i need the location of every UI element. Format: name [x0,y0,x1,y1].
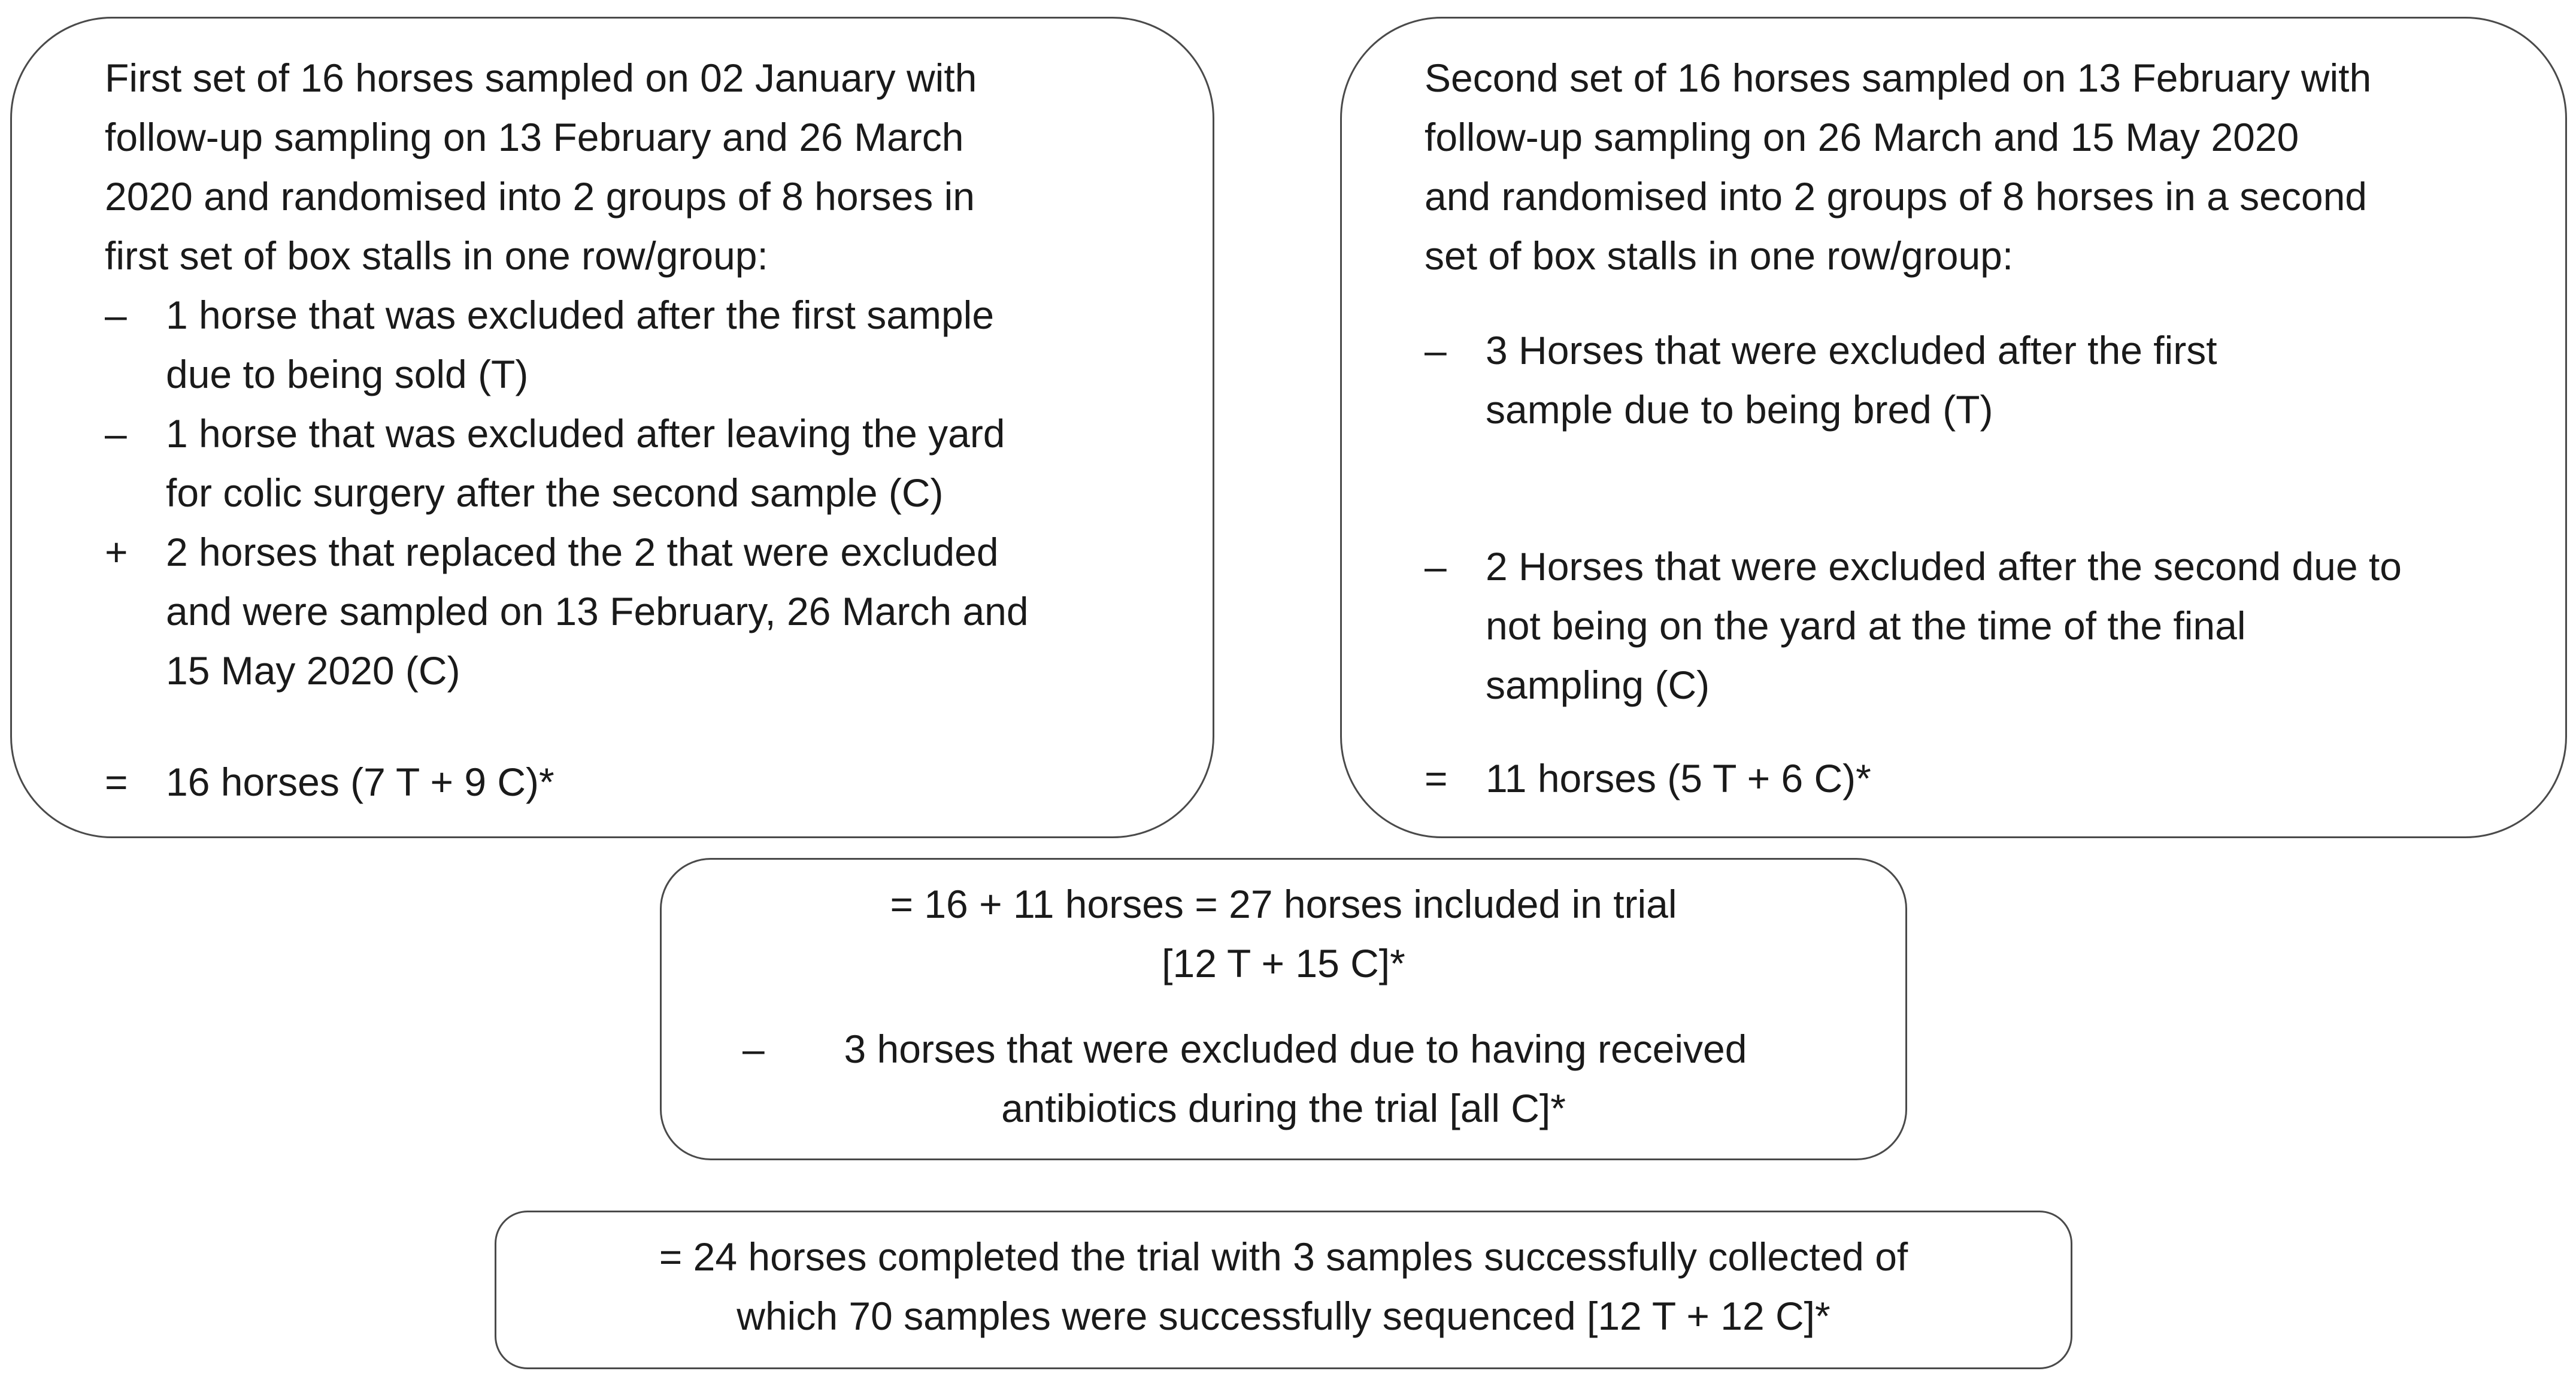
second-set-item-line: sample due to being bred (T) [1486,387,1993,432]
combined-box [660,858,1907,1160]
first-set-item-line: and were sampled on 13 February, 26 March and [166,589,1029,633]
second-set-item-line: 2 Horses that were excluded after the second due to [1486,544,2402,589]
first-set-total: 16 horses (7 T + 9 C)* [166,760,554,804]
minus-symbol: – [743,1027,765,1071]
first-set-intro-line: first set of box stalls in one row/group: [105,233,768,278]
second-set-item-line: 3 Horses that were excluded after the first [1486,328,2217,372]
first-set-item-line: 2 horses that replaced the 2 that were excluded [166,530,999,574]
final-summary-line: which 70 samples were successfully sequenced [12 T + 12 C]* [737,1294,1831,1338]
combined-exclusion-line: 3 horses that were excluded due to having received [844,1027,1747,1071]
final-box [495,1211,2072,1369]
second-set-item-line: not being on the yard at the time of the final [1486,603,2246,648]
second-set-box [1340,17,2567,838]
first-set-item-line: for colic surgery after the second sample (C) [166,471,944,515]
minus-symbol: – [1425,544,1447,589]
second-set-intro-line: and randomised into 2 groups of 8 horses in a second [1425,174,2368,219]
second-set-item-line: sampling (C) [1486,663,1710,707]
minus-symbol: – [105,411,127,456]
minus-symbol: – [105,293,127,337]
first-set-intro-line: follow-up sampling on 13 February and 26 March [105,115,964,159]
plus-symbol: + [105,530,128,574]
first-set-item-line: 1 horse that was excluded after leaving the yard [166,411,1005,456]
second-set-intro-line: follow-up sampling on 26 March and 15 May 2020 [1425,115,2299,159]
first-set-intro-line: 2020 and randomised into 2 groups of 8 horses in [105,174,975,219]
minus-symbol: – [1425,328,1447,372]
combined-exclusion-line: antibiotics during the trial [all C]* [1001,1086,1566,1130]
final-summary-line: = 24 horses completed the trial with 3 samples successfully collected of [659,1235,1908,1279]
first-set-item-line: 1 horse that was excluded after the first sample [166,293,995,337]
second-set-total: 11 horses (5 T + 6 C)* [1486,756,1871,800]
second-set-intro-line: set of box stalls in one row/group: [1425,233,2014,278]
equals-symbol: = [105,760,128,804]
combined-breakdown-line: [12 T + 15 C]* [1162,941,1405,985]
first-set-item-line: 15 May 2020 (C) [166,648,460,693]
second-set-intro-line: Second set of 16 horses sampled on 13 February with [1425,56,2372,100]
equals-symbol: = [1425,756,1448,800]
combined-total-line: = 16 + 11 horses = 27 horses included in trial [890,882,1677,926]
first-set-intro-line: First set of 16 horses sampled on 02 January with [105,56,977,100]
first-set-item-line: due to being sold (T) [166,352,529,396]
first-set-box [10,17,1214,838]
